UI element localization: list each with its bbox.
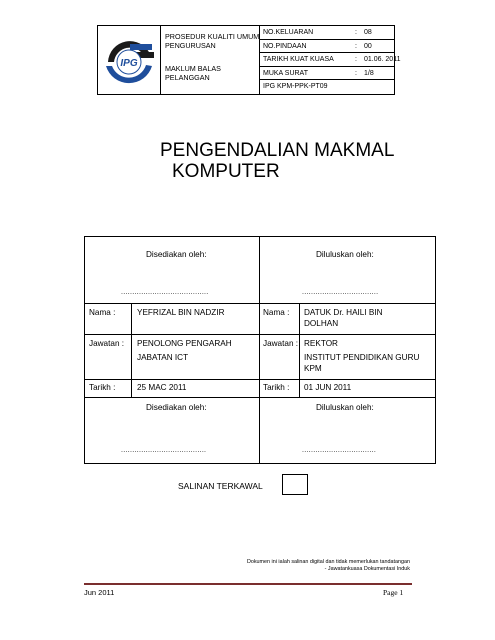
signature-line-prepared-2: ......................................	[121, 447, 207, 454]
divider-vertical-label-right	[299, 303, 300, 397]
signature-line-prepared: .......................................	[121, 289, 209, 296]
field-label: IPG KPM-PPK-PT09	[263, 83, 328, 91]
field-colon: :	[355, 42, 357, 50]
field-label: NO.KELUARAN	[263, 29, 314, 36]
divider-vertical-center	[259, 237, 260, 463]
digital-copy-note	[247, 559, 410, 573]
divider-h-4	[85, 397, 435, 398]
signature-line-approved-2: .................................	[302, 447, 377, 454]
field-value: 08	[364, 29, 372, 36]
divider-vertical-label-left	[131, 303, 132, 397]
title-line-1: PENGENDALIAN MAKMAL	[160, 140, 395, 161]
field-row-document-code	[260, 80, 394, 94]
header-middle-cell	[161, 26, 260, 94]
ipg-logo-text: IPG	[120, 58, 138, 69]
jawatan-approved-line-3: KPM	[304, 364, 322, 373]
field-label: NO.PINDAAN	[263, 42, 307, 50]
salinan-terkawal-label: SALINAN TERKAWAL	[178, 481, 263, 491]
ipg-logo-graphic	[100, 32, 158, 88]
divider-h-1	[85, 303, 435, 304]
tarikh-prepared: 25 MAC 2011	[137, 383, 187, 392]
field-label: MUKA SURAT	[263, 69, 308, 77]
page-title	[160, 140, 394, 182]
jawatan-approved-line-1: REKTOR	[304, 339, 338, 348]
tarikh-approved: 01 JUN 2011	[304, 383, 352, 392]
field-label: TARIKH KUAT KUASA	[263, 56, 334, 64]
jawatan-approved-line-2: INSTITUT PENDIDIKAN GURU	[304, 353, 420, 362]
nama-prepared: YEFRIZAL BIN NADZIR	[137, 308, 225, 317]
field-colon: :	[355, 69, 357, 77]
nama-approved-line-2: DOLHAN	[304, 319, 339, 328]
field-row-muka-surat	[260, 67, 394, 81]
tarikh-label-left: Tarikh :	[89, 383, 116, 392]
field-row-no-pindaan	[260, 40, 394, 54]
field-row-tarikh-kuat-kuasa	[260, 53, 401, 67]
header-fields	[260, 26, 401, 94]
approval-table	[84, 236, 436, 464]
prepared-by-label-2: Disediakan oleh:	[146, 403, 207, 412]
note-line-2: - Jawatankuasa Dokumentasi Induk	[324, 566, 410, 572]
footer-rule	[84, 583, 412, 585]
divider-h-2	[85, 334, 435, 335]
footer-page-number: Page 1	[383, 588, 404, 597]
prepared-by-label: Disediakan oleh:	[146, 250, 207, 259]
nama-label-left: Nama :	[89, 308, 116, 317]
salinan-terkawal-checkbox[interactable]	[282, 474, 308, 495]
footer-date: Jun 2011	[84, 588, 115, 597]
document-header	[97, 25, 401, 95]
field-colon: :	[355, 29, 357, 36]
signature-line-approved: ..................................	[302, 289, 379, 296]
jawatan-label-left: Jawatan :	[89, 339, 125, 348]
document-type: MAKLUM BALAS PELANGGAN	[165, 64, 221, 82]
nama-label-right: Nama :	[263, 308, 290, 317]
field-value: 1/8	[364, 69, 374, 77]
ipg-logo	[98, 26, 161, 94]
jawatan-prepared-line-1: PENOLONG PENGARAH	[137, 339, 232, 348]
jawatan-label-right: Jawatan :	[263, 339, 299, 348]
jawatan-prepared-line-2: JABATAN ICT	[137, 353, 189, 362]
field-colon: :	[355, 56, 357, 64]
title-line-2: KOMPUTER	[172, 161, 280, 182]
divider-h-3	[85, 379, 435, 380]
field-value: 01.06. 2011	[364, 56, 401, 64]
field-row-no-keluaran	[260, 26, 394, 40]
note-line-1: Dokumen ini ialah salinan digital dan tidak memerlukan tandatangan	[246, 559, 410, 565]
procedure-title: PROSEDUR KUALITI UMUM PENGURUSAN	[165, 32, 260, 50]
tarikh-label-right: Tarikh :	[263, 383, 290, 392]
approved-by-label: Diluluskan oleh:	[316, 250, 374, 259]
field-value: 00	[364, 42, 372, 50]
approved-by-label-2: Diluluskan oleh:	[316, 403, 374, 412]
nama-approved-line-1: DATUK Dr. HAILI BIN	[304, 308, 383, 317]
